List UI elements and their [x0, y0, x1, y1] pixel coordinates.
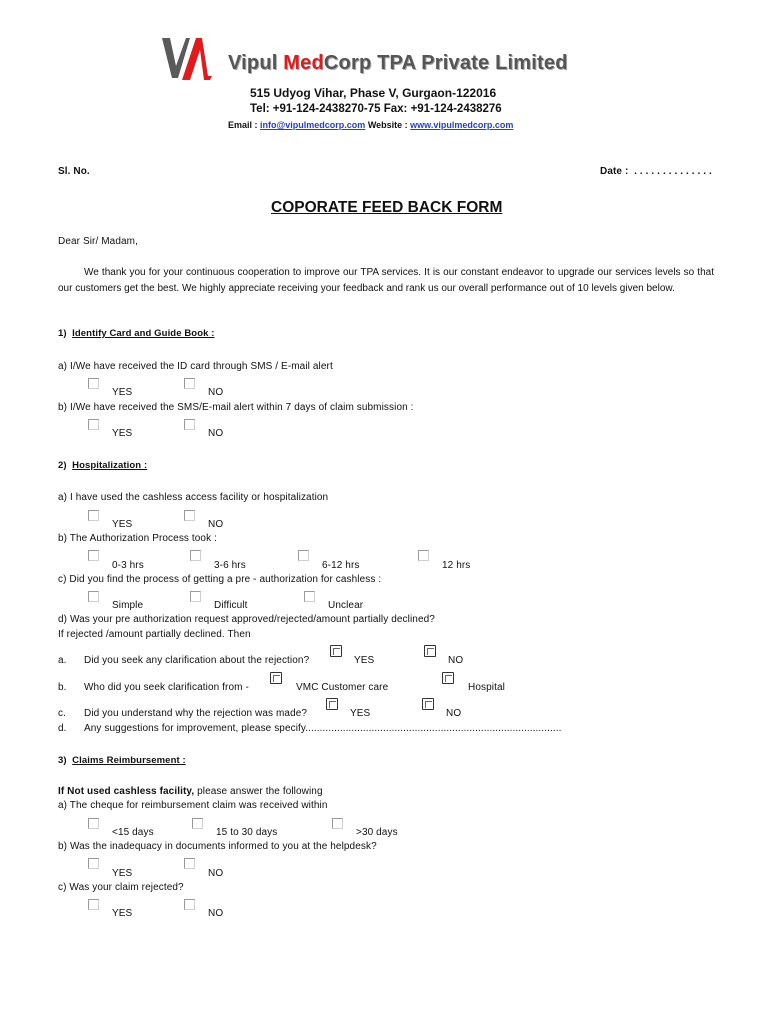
s1a-yes-checkbox[interactable]: [88, 378, 99, 389]
s2d-sub-c-question: Did you understand why the rejection was made?: [84, 708, 308, 719]
s3a-opt1-label: <15 days: [112, 827, 154, 838]
s2c-opt1-checkbox[interactable]: [88, 591, 99, 602]
s2b-opt3-checkbox[interactable]: [298, 550, 309, 561]
s2a-yes-checkbox[interactable]: [88, 510, 99, 521]
sl-no-label: Sl. No.: [58, 166, 90, 177]
s2d-sub-c-yes-checkbox[interactable]: [326, 698, 338, 710]
s3c-yes-label: YES: [112, 908, 133, 919]
s3a-opt3-label: >30 days: [356, 827, 398, 838]
s2d-sub-b-vmc-checkbox[interactable]: [270, 672, 282, 684]
s2d-sub-b-hospital-label: Hospital: [468, 682, 505, 693]
section-2-heading: 2) Hospitalization :: [58, 460, 148, 471]
s3a-opt3-checkbox[interactable]: [332, 818, 343, 829]
s2a-yes-label: YES: [112, 519, 133, 530]
s1a-no-label: NO: [208, 387, 224, 398]
s2d-sub-b-hospital-checkbox[interactable]: [442, 672, 454, 684]
s3b-yes-checkbox[interactable]: [88, 858, 99, 869]
s2d-sub-b-vmc-label: VMC Customer care: [296, 682, 389, 693]
s2b-opt4-checkbox[interactable]: [418, 550, 429, 561]
s2b-opt1-label: 0-3 hrs: [112, 560, 144, 571]
s2d-sub-a-yes-label: YES: [354, 655, 375, 666]
s2d-sub-a-yes-checkbox[interactable]: [330, 645, 342, 657]
s2d-sub-d-letter: d.: [58, 723, 67, 734]
s3-intro: If Not used cashless facility, please answer the following: [58, 786, 323, 797]
s2d-sub-a-question: Did you seek any clarification about the rejection?: [84, 655, 310, 666]
s3a-opt1-checkbox[interactable]: [88, 818, 99, 829]
intro-paragraph: We thank you for your continuous cooperation to improve our TPA services. It is our constant endeavor to upgrade our services levels so that our customers get the best. We highly appreciate receiving your feedback and rank us our overall performance out of 10 levels given below.: [58, 267, 714, 294]
s2b-opt2-checkbox[interactable]: [190, 550, 201, 561]
form-title: COPORATE FEED BACK FORM: [271, 199, 503, 216]
company-name: Vipul MedCorp TPA Private Limited: [228, 52, 568, 74]
s2c-opt3-checkbox[interactable]: [304, 591, 315, 602]
date-field[interactable]: Date : . . . . . . . . . . . . . .: [600, 166, 712, 177]
s3b-yes-label: YES: [112, 868, 133, 879]
s2c-opt1-label: Simple: [112, 600, 144, 611]
s2c-opt2-checkbox[interactable]: [190, 591, 201, 602]
s2-question-b: b) The Authorization Process took :: [58, 533, 217, 544]
greeting: Dear Sir/ Madam,: [58, 236, 138, 247]
section-1-heading: 1) Identify Card and Guide Book :: [58, 328, 215, 339]
s2a-no-label: NO: [208, 519, 224, 530]
s2b-opt3-label: 6-12 hrs: [322, 560, 360, 571]
s3-question-c: c) Was your claim rejected?: [58, 882, 184, 893]
s1-question-b: b) I/We have received the SMS/E-mail alert within 7 days of claim submission :: [58, 402, 414, 413]
s3a-opt2-checkbox[interactable]: [192, 818, 203, 829]
s2d-sub-c-no-checkbox[interactable]: [422, 698, 434, 710]
s3c-no-label: NO: [208, 908, 224, 919]
s1b-no-label: NO: [208, 428, 224, 439]
s2d-sub-c-no-label: NO: [446, 708, 462, 719]
s2d-sub-a-no-checkbox[interactable]: [424, 645, 436, 657]
s3-question-a: a) The cheque for reimbursement claim was received within: [58, 800, 328, 811]
s1a-yes-label: YES: [112, 387, 133, 398]
s1b-yes-checkbox[interactable]: [88, 419, 99, 430]
s2c-opt2-label: Difficult: [214, 600, 248, 611]
s2-question-c: c) Did you find the process of getting a pre - authorization for cashless :: [58, 574, 382, 585]
s2a-no-checkbox[interactable]: [184, 510, 195, 521]
s2b-opt1-checkbox[interactable]: [88, 550, 99, 561]
s1-question-a: a) I/We have received the ID card through SMS / E-mail alert: [58, 361, 333, 372]
s3b-no-checkbox[interactable]: [184, 858, 195, 869]
s2d-sub-c-letter: c.: [58, 708, 66, 719]
s2-question-d-sub: If rejected /amount partially declined. Then: [58, 629, 251, 640]
company-contact: Email : info@vipulmedcorp.com Website : www.vipulmedcorp.com: [228, 120, 514, 130]
s2c-opt3-label: Unclear: [328, 600, 364, 611]
s2d-sub-c-yes-label: YES: [350, 708, 371, 719]
company-address: 515 Udyog Vihar, Phase V, Gurgaon-122016: [250, 86, 497, 100]
s2-question-d: d) Was your pre authorization request approved/rejected/amount partially declined?: [58, 614, 435, 625]
s1b-yes-label: YES: [112, 428, 133, 439]
s3b-no-label: NO: [208, 868, 224, 879]
s2-question-a: a) I have used the cashless access facility or hospitalization: [58, 492, 329, 503]
s3c-no-checkbox[interactable]: [184, 899, 195, 910]
section-3-heading: 3) Claims Reimbursement :: [58, 755, 186, 766]
s3a-opt2-label: 15 to 30 days: [216, 827, 278, 838]
s2d-sub-d-suggestions[interactable]: Any suggestions for improvement, please specify.........................................................................................: [84, 723, 562, 734]
s1a-no-checkbox[interactable]: [184, 378, 195, 389]
s2b-opt2-label: 3-6 hrs: [214, 560, 246, 571]
email-link[interactable]: info@vipulmedcorp.com: [260, 120, 366, 130]
s2d-sub-b-letter: b.: [58, 682, 67, 693]
s2d-sub-b-question: Who did you seek clarification from -: [84, 682, 249, 693]
s2d-sub-a-no-label: NO: [448, 655, 464, 666]
s2d-sub-a-letter: a.: [58, 655, 67, 666]
s1b-no-checkbox[interactable]: [184, 419, 195, 430]
company-logo: [160, 36, 214, 82]
s3-question-b: b) Was the inadequacy in documents informed to you at the helpdesk?: [58, 841, 377, 852]
company-phone: Tel: +91-124-2438270-75 Fax: +91-124-2438276: [250, 103, 502, 115]
s3c-yes-checkbox[interactable]: [88, 899, 99, 910]
website-link[interactable]: www.vipulmedcorp.com: [410, 120, 514, 130]
s2b-opt4-label: 12 hrs: [442, 560, 471, 571]
